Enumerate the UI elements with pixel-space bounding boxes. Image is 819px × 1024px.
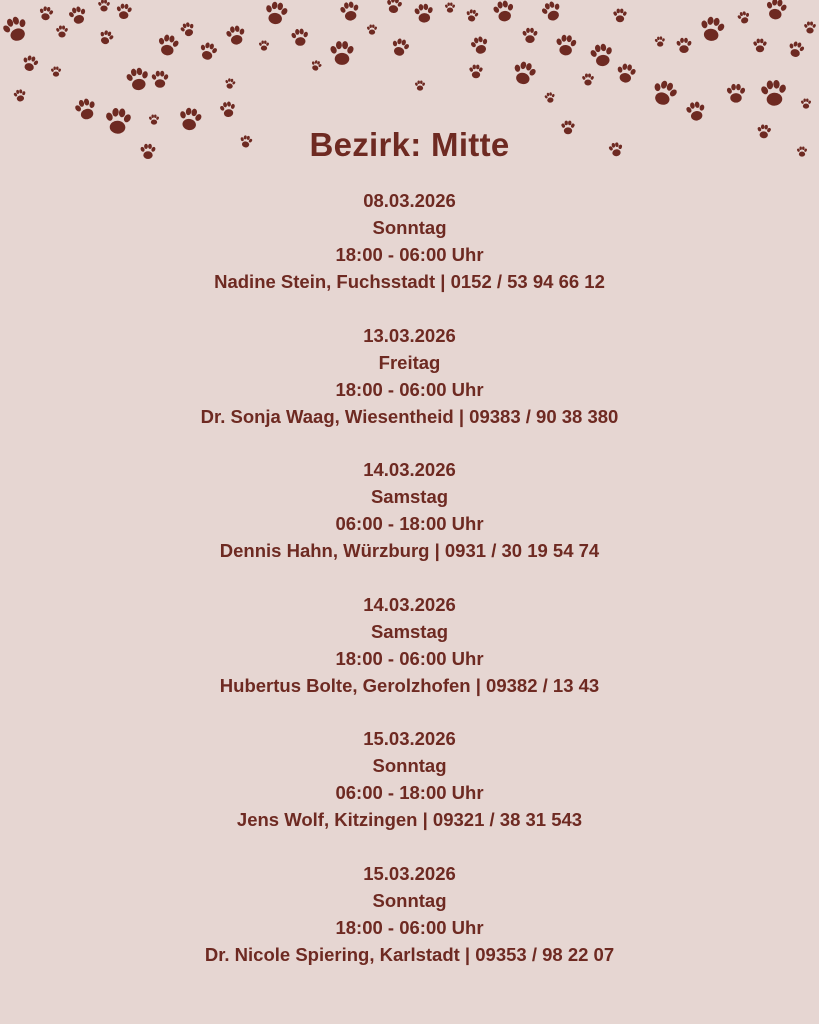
paw-print-icon xyxy=(759,79,788,107)
paw-print-icon xyxy=(736,10,751,25)
paw-print-icon xyxy=(469,35,491,56)
paw-print-icon xyxy=(786,40,806,59)
paw-print-icon xyxy=(522,28,538,43)
paw-print-icon xyxy=(124,66,151,92)
schedule-entry xyxy=(0,860,819,995)
paw-print-icon xyxy=(648,78,680,109)
paw-print-icon xyxy=(51,66,62,76)
paw-print-icon xyxy=(115,3,133,20)
paw-print-icon xyxy=(801,98,812,108)
paw-print-icon xyxy=(804,22,817,34)
paw-print-icon xyxy=(219,100,238,118)
paw-print-icon xyxy=(684,100,707,122)
paw-print-icon xyxy=(0,14,32,45)
paw-print-icon xyxy=(445,2,456,12)
schedule-entry xyxy=(0,456,819,591)
paw-print-icon xyxy=(469,65,484,79)
paw-print-icon xyxy=(415,80,426,90)
entry-date: 13.03.2026 xyxy=(363,324,456,346)
paw-print-icon xyxy=(38,5,55,21)
entry-contact: Dr. Sonja Waag, Wiesentheid | 09383 / 90 38 380 xyxy=(200,405,619,427)
paw-print-icon xyxy=(329,41,354,65)
paw-print-icon xyxy=(367,24,378,34)
entry-date: 15.03.2026 xyxy=(363,728,456,749)
page-title: Bezirk: Mitte xyxy=(309,126,510,163)
paw-print-icon xyxy=(554,34,578,56)
entry-time: 18:00 - 06:00 Uhr xyxy=(335,378,484,400)
paw-print-icon xyxy=(615,62,638,84)
entry-contact: Hubertus Bolte, Gerolzhofen | 09382 / 13 43 xyxy=(219,674,600,696)
entry-date: 08.03.2026 xyxy=(363,190,456,211)
paw-print-icon xyxy=(20,54,40,73)
entry-time: 18:00 - 06:00 Uhr xyxy=(335,647,484,669)
entry-day: Sonntag xyxy=(372,217,447,238)
paw-print-icon xyxy=(151,71,169,88)
paw-print-icon xyxy=(224,78,237,90)
schedule-list xyxy=(0,187,819,994)
paw-print-icon xyxy=(726,84,746,103)
paw-print-icon xyxy=(197,41,219,62)
entry-date: 14.03.2026 xyxy=(363,593,456,615)
entry-time: 18:00 - 06:00 Uhr xyxy=(335,916,484,938)
paw-print-icon xyxy=(263,0,290,26)
paw-print-icon xyxy=(385,0,404,14)
paw-print-icon xyxy=(654,36,666,47)
paw-print-icon xyxy=(290,28,310,47)
paw-print-icon xyxy=(582,74,595,86)
entry-time: 18:00 - 06:00 Uhr xyxy=(335,244,484,265)
paw-print-icon xyxy=(510,59,539,86)
paw-print-icon xyxy=(13,89,28,103)
paw-print-icon xyxy=(179,21,197,39)
entry-time: 06:00 - 18:00 Uhr xyxy=(335,513,484,534)
schedule-entry xyxy=(0,322,819,457)
entry-day: Sonntag xyxy=(372,889,447,911)
paw-print-icon xyxy=(753,39,768,53)
paw-print-icon xyxy=(259,40,270,50)
paw-print-icon xyxy=(389,37,411,58)
entry-day: Freitag xyxy=(378,351,441,373)
paw-print-icon xyxy=(676,38,692,53)
paw-print-icon xyxy=(465,9,480,23)
entry-contact: Dr. Nicole Spiering, Karlstadt | 09353 / 98 22 07 xyxy=(204,943,615,965)
paw-print-icon xyxy=(698,15,727,43)
paw-print-icon xyxy=(338,0,361,22)
entry-date: 15.03.2026 xyxy=(363,862,456,884)
paw-print-icon xyxy=(613,9,628,23)
paw-print-icon xyxy=(588,42,615,68)
paw-print-icon xyxy=(97,29,115,47)
entry-contact: Jens Wolf, Kitzingen | 09321 / 38 31 543 xyxy=(236,809,583,830)
schedule-entry xyxy=(0,591,819,726)
entry-contact: Dennis Hahn, Würzburg | 0931 / 30 19 54 74 xyxy=(219,540,600,561)
paw-print-icon xyxy=(224,24,247,46)
entry-date: 14.03.2026 xyxy=(363,459,456,480)
paw-print-icon xyxy=(56,26,69,38)
entry-time: 06:00 - 18:00 Uhr xyxy=(335,782,484,803)
paw-print-icon xyxy=(98,0,111,11)
paw-print-icon xyxy=(413,3,435,23)
schedule-entry xyxy=(0,725,819,860)
paw-print-icon xyxy=(539,0,564,23)
paw-print-icon xyxy=(67,5,89,26)
paw-print-icon xyxy=(73,97,99,122)
paw-print-icon xyxy=(764,0,789,21)
entry-day: Samstag xyxy=(370,620,449,642)
entry-contact: Nadine Stein, Fuchsstadt | 0152 / 53 94 66 12 xyxy=(214,271,605,292)
paw-print-icon xyxy=(544,92,557,104)
paw-print-icon xyxy=(491,0,516,23)
entry-day: Samstag xyxy=(370,486,449,507)
paw-print-icon xyxy=(156,33,181,57)
entry-day: Sonntag xyxy=(372,755,447,776)
schedule-entry xyxy=(0,187,819,322)
paw-print-icon xyxy=(309,59,323,72)
